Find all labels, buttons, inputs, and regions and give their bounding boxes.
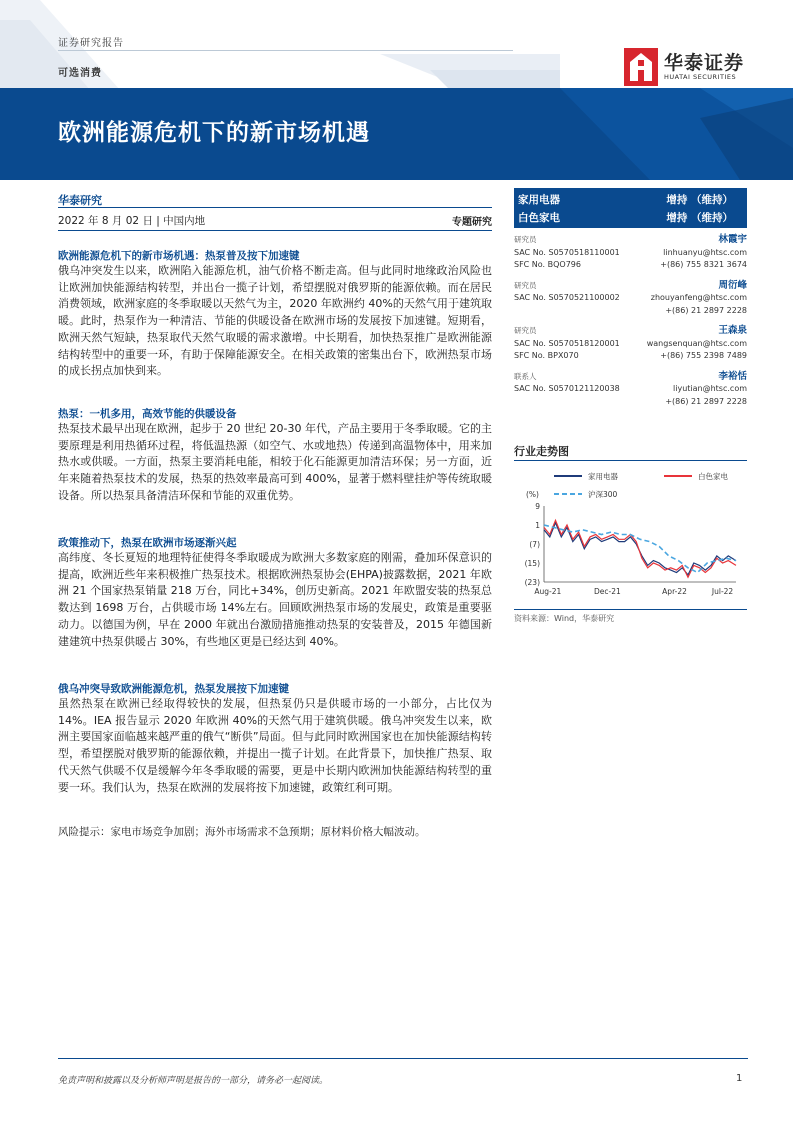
analyst-sac: SAC No. S0570518120001 [514, 338, 620, 348]
analyst-sac: SAC No. S0570521100002 [514, 293, 620, 302]
x-tick-label: Apr-22 [662, 587, 687, 596]
analyst-sfc: SFC No. BQO796 [514, 260, 581, 269]
footer-rule [58, 1058, 748, 1059]
analyst-email[interactable]: wangsenquan@htsc.com [646, 338, 747, 348]
analyst-sfc: SFC No. BPX070 [514, 351, 579, 360]
section-body: 虽然热泵在欧洲已经取得较快的发展，但热泵仍只是供暖市场的一小部分，占比仅为 14%。IEA 报告显示 2020 年欧洲 40%的天然气用于建筑供暖。俄乌冲突发生以来，欧洲主要国家面临越来越严重的俄气“断供”局面。但与此同时欧洲国家也在加快能源结构转型，希望摆脱对俄罗斯的能源依赖，并提出一揽子计划。在此背景下，加快推广热泵、取代天然气供暖不仅是缓解今年冬季取暖的需要，更是中长期内欧洲加快能源结构转型的重要一环。我们认为，热泵在欧洲的发展将按下加速键，政策红利可期。 [58, 697, 492, 794]
analyst-card [514, 280, 747, 318]
legend-label: 家用电器 [588, 472, 618, 481]
rating-value: 增持 （维持） [666, 193, 733, 206]
series-line [544, 523, 736, 575]
title-banner [0, 88, 793, 180]
analyst-phone: +(86) 21 2897 2228 [665, 305, 747, 315]
rating-value: 增持 （维持） [666, 211, 733, 224]
analyst-sac: SAC No. S0570121120038 [514, 384, 620, 393]
report-title: 欧洲能源危机下的新市场机遇 [58, 120, 370, 146]
legend-label: 白色家电 [698, 472, 728, 481]
category-label: 可选消费 [58, 68, 102, 79]
section-body: 高纬度、冬长夏短的地理特征使得冬季取暖成为欧洲大多数家庭的刚需，叠加环保意识的提高，欧洲近些年来积极推广热泵技术。根据欧洲热泵协会(EHPA)披露数据，2021 年欧洲 21 个国家热泵销量 218 万台，同比+34%，创历史新高。2021 年欧盟安装的热泵总数达到 1698 万台，占供暖市场 14%左右。回顾欧洲热泵市场的发展史，政策是重要驱动力。以德国为例，早在 2000 年就出台激励措施推动热泵的安装普及，2015 年德国新建建筑中热泵供暖占 30%，有些地区更是已经达到 40%。 [58, 551, 492, 648]
org-name: 华泰研究 [58, 194, 102, 207]
industry-trend-chart [514, 464, 747, 606]
section-heading: 政策推动下，热泵在欧洲市场逐渐兴起 [58, 537, 237, 549]
y-tick-label: 1 [535, 521, 540, 530]
analyst-list [514, 234, 747, 408]
analyst-phone: +(86) 21 2897 2228 [665, 396, 747, 406]
series-line [544, 525, 736, 573]
analyst-role: 联系人 [514, 371, 537, 381]
section-body: 俄乌冲突发生以来，欧洲陷入能源危机，油气价格不断走高。但与此同时地缘政治风险也让欧洲加快能源结构转型，并出台一揽子计划，希望摆脱对俄罗斯的能源依赖。而在居民消费领域，欧洲家庭的冬季取暖以天然气为主，2020 年欧洲约 40%的天然气用于建筑取暖。此时，热泵作为一种清洁、节能的供暖设备在欧洲市场的发展按下加速键。短期看，欧洲天然气短缺，热泵取代天然气取暖的需求激增。中长期看，加快热泵推广是欧洲能源结构转型中的重要一环，有助于保障能源安全。在相关政策的密集出台下，欧洲热泵市场的成长拐点加快到来。 [58, 264, 492, 378]
y-tick-label: (7) [529, 540, 540, 549]
analyst-sac: SAC No. S0570518110001 [514, 247, 620, 257]
date-line [58, 213, 492, 228]
report-date: 2022 年 8 月 02 日 | 中国内地 [58, 215, 206, 227]
section-body: 热泵技术最早出现在欧洲，起步于 20 世纪 20-30 年代，产品主要用于冬季取暖。它的主要原理是利用热循环过程，将低温热源（如空气、水或地热）传递到高温物体中，用来加热水或供暖。一方面，热泵主要消耗电能，相较于化石能源更加清洁环保；另一方面，近年来随着热泵技术的发展，热泵的热效率最高可到 400%，显著于燃料壁挂炉等传统取暖设备。所以热泵具备清洁环保和节能的双重优势。 [58, 422, 492, 502]
y-tick-label: (15) [524, 559, 540, 568]
analyst-card [514, 371, 747, 409]
trend-rule [514, 460, 747, 461]
doc-type-label: 证券研究报告 [58, 38, 124, 49]
analyst-name: 李裕恬 [718, 370, 747, 382]
analyst-card [514, 234, 747, 272]
y-tick-label: 9 [535, 502, 540, 511]
x-tick-label: Jul-22 [711, 587, 734, 596]
risk-warning: 风险提示：家电市场竞争加剧；海外市场需求不急预期；原材料价格大幅波动。 [58, 826, 426, 838]
logo-mark-icon [624, 48, 658, 86]
section-heading: 俄乌冲突导致欧洲能源危机，热泵发展按下加速键 [58, 683, 289, 695]
org-rule [58, 207, 492, 208]
rating-row [518, 208, 743, 226]
analyst-email[interactable]: linhuanyu@htsc.com [663, 247, 747, 257]
logo-text-cn: 华泰证券 [664, 52, 745, 74]
logo-text-en: HUATAI SECURITIES [664, 73, 737, 81]
rating-sector: 白色家电 [518, 211, 560, 224]
x-tick-label: Dec-21 [593, 587, 621, 596]
analyst-email[interactable]: zhouyanfeng@htsc.com [650, 293, 747, 302]
y-tick-label: (23) [524, 578, 540, 587]
analyst-name: 周衍峰 [718, 279, 747, 291]
analyst-role: 研究员 [514, 326, 537, 335]
chart-source: 资料来源：Wind，华泰研究 [514, 614, 615, 623]
analyst-card [514, 325, 747, 363]
x-tick-label: Aug-21 [534, 587, 562, 596]
analyst-name: 王森泉 [718, 325, 747, 336]
rating-sector: 家用电器 [518, 193, 560, 206]
analyst-phone: +(86) 755 2398 7489 [660, 351, 747, 360]
rating-box [514, 188, 747, 228]
page-number: 1 [736, 1073, 743, 1084]
disclaimer-text: 免责声明和披露以及分析师声明是报告的一部分，请务必一起阅读。 [58, 1076, 329, 1086]
section-heading: 热泵：一机多用，高效节能的供暖设备 [58, 408, 237, 420]
trend-title: 行业走势图 [514, 445, 569, 458]
analyst-name: 林霞宇 [718, 234, 747, 245]
company-logo [624, 46, 754, 88]
y-unit-label: (%) [526, 490, 539, 499]
analyst-phone: +(86) 755 8321 3674 [660, 260, 747, 269]
source-rule [514, 609, 747, 610]
analyst-role: 研究员 [514, 280, 537, 290]
date-rule [58, 230, 492, 231]
analyst-email[interactable]: liyutian@htsc.com [673, 384, 747, 393]
analyst-role: 研究员 [514, 235, 537, 244]
rating-row [518, 190, 743, 208]
legend-label: 沪深300 [588, 490, 618, 499]
header-rule [58, 50, 513, 51]
report-type: 专题研究 [452, 217, 492, 228]
section-heading: 欧洲能源危机下的新市场机遇：热泵普及按下加速键 [58, 250, 300, 262]
